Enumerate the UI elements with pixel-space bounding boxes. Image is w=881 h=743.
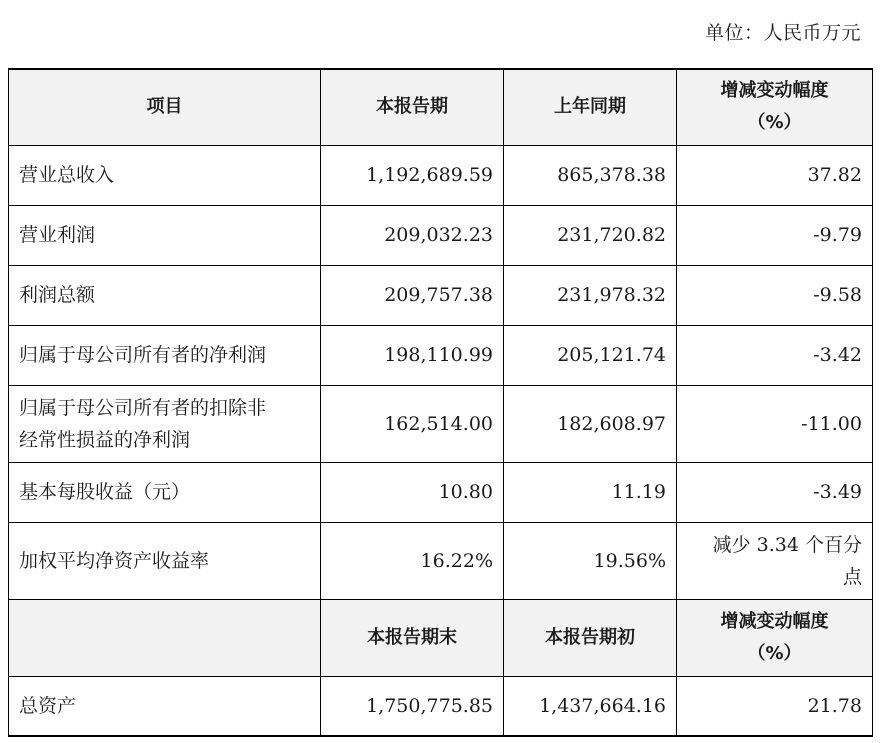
table-row xyxy=(9,265,873,325)
row-change: 37.82 xyxy=(677,145,873,205)
row-label: 利润总额 xyxy=(9,265,321,325)
row-label-line1: 归属于母公司所有者的扣除非 xyxy=(19,396,267,419)
row-label xyxy=(9,385,321,462)
row-change: -3.49 xyxy=(677,462,873,522)
row-prior: 205,121.74 xyxy=(504,325,677,385)
row-change: -11.00 xyxy=(677,385,873,462)
row-label: 归属于母公司所有者的净利润 xyxy=(9,325,321,385)
table-row xyxy=(9,145,873,205)
row-change-line2: 点 xyxy=(842,565,862,588)
row-change: 21.78 xyxy=(677,676,873,736)
header-prior-period: 上年同期 xyxy=(504,69,677,145)
row-current: 1,192,689.59 xyxy=(321,145,504,205)
row-prior: 182,608.97 xyxy=(504,385,677,462)
header-period-begin: 本报告期初 xyxy=(504,599,677,676)
table-row xyxy=(9,462,873,522)
row-current: 209,032.23 xyxy=(321,205,504,265)
unit-label: 单位：人民币万元 xyxy=(704,22,861,44)
table-header-row xyxy=(9,69,873,145)
row-label: 营业总收入 xyxy=(9,145,321,205)
row-prior: 231,978.32 xyxy=(504,265,677,325)
row-current: 10.80 xyxy=(321,462,504,522)
row-change xyxy=(677,522,873,599)
table-row xyxy=(9,522,873,599)
row-change: -9.79 xyxy=(677,205,873,265)
row-label: 营业利润 xyxy=(9,205,321,265)
row-current: 209,757.38 xyxy=(321,265,504,325)
header2-change-line1: 增减变动幅度 xyxy=(720,610,829,632)
row-change: -3.42 xyxy=(677,325,873,385)
header-period-end: 本报告期末 xyxy=(321,599,504,676)
table-row xyxy=(9,385,873,462)
row-prior: 11.19 xyxy=(504,462,677,522)
row-period-begin: 1,437,664.16 xyxy=(504,676,677,736)
table-row xyxy=(9,205,873,265)
table-row xyxy=(9,325,873,385)
header2-item xyxy=(9,599,321,676)
header-item: 项目 xyxy=(9,69,321,145)
row-change: -9.58 xyxy=(677,265,873,325)
row-prior: 231,720.82 xyxy=(504,205,677,265)
header2-change-line2: （%） xyxy=(747,642,802,664)
header-current-period: 本报告期 xyxy=(321,69,504,145)
row-label: 加权平均净资产收益率 xyxy=(9,522,321,599)
header-change-line1: 增减变动幅度 xyxy=(720,80,829,102)
header2-change xyxy=(677,599,873,676)
row-label: 总资产 xyxy=(9,676,321,736)
row-prior: 865,378.38 xyxy=(504,145,677,205)
row-current: 16.22% xyxy=(321,522,504,599)
row-current: 162,514.00 xyxy=(321,385,504,462)
row-label: 基本每股收益（元） xyxy=(9,462,321,522)
table-subheader-row xyxy=(9,599,873,676)
table-row xyxy=(9,676,873,736)
header-change xyxy=(677,69,873,145)
row-change-line1: 减少 3.34 个百分 xyxy=(712,533,862,556)
row-period-end: 1,750,775.85 xyxy=(321,676,504,736)
header-change-line2: （%） xyxy=(747,112,802,134)
row-current: 198,110.99 xyxy=(321,325,504,385)
row-prior: 19.56% xyxy=(504,522,677,599)
financial-summary-table xyxy=(8,68,873,737)
row-label-line2: 经常性损益的净利润 xyxy=(19,428,191,451)
